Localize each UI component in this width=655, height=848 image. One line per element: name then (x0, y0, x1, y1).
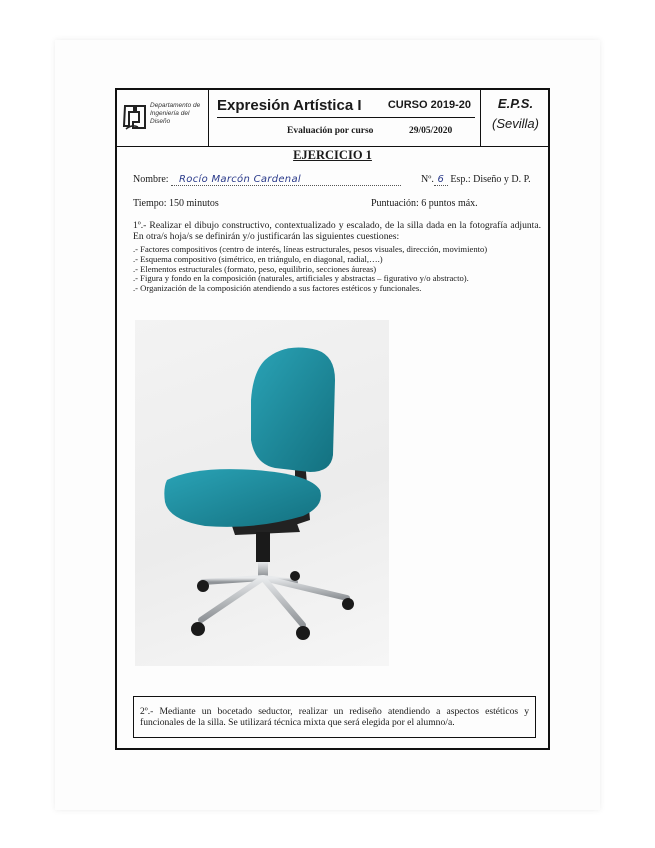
task-2-box (133, 696, 536, 738)
department-logo-box (117, 90, 209, 146)
title-box (209, 90, 481, 146)
number-label: Nº. (421, 174, 434, 185)
office-chair-illustration (135, 320, 389, 666)
subject-title: Expresión Artística I (217, 97, 362, 114)
task-2-statement: 2º.- Mediante un bocetado seductor, realizar un rediseño atendiendo a aspectos estéticos y funcionales de la silla. Se utilizará técnica mixta que será elegida por el alumno/a. (140, 706, 529, 728)
list-item: .- Factores compositivos (centro de interés, líneas estructurales, pesos visuales, dirección, movimiento) (133, 244, 488, 254)
list-item: .- Esquema compositivo (simétrico, en triángulo, en diagonal, radial,….) (133, 253, 383, 264)
list-item: .- Elementos estructurales (formato, peso, equilibrio, secciones áureas) (133, 263, 377, 274)
student-number-line (421, 174, 531, 186)
task-1-statement: 1º.- Realizar el dibujo constructivo, contextualizado y escalado, de la silla dada en la fotografía adjunta. En otra/s hoja/s se definirán y/o justificarán las siguientes cuestiones: (133, 220, 541, 242)
department-name: Departamento de Ingeniería del Diseño (150, 102, 201, 125)
exam-sheet (115, 88, 550, 750)
number-value: 6 (437, 174, 445, 185)
department-logo-icon (122, 102, 148, 132)
chair-photo (135, 320, 389, 666)
school-name: E.P.S. (497, 96, 534, 111)
school-box (481, 90, 550, 146)
exam-date: 29/05/2020 (409, 126, 453, 136)
course-label: CURSO 2019-20 (387, 99, 471, 111)
evaluation-type: Evaluación por curso (287, 126, 374, 136)
task-1-items (133, 245, 543, 294)
time-allowed: Tiempo: 150 minutos (133, 198, 219, 209)
name-label: Nombre: (133, 174, 169, 185)
exam-header (117, 90, 548, 147)
student-name-line (133, 174, 401, 186)
name-field (171, 174, 401, 186)
number-field (434, 174, 448, 186)
max-score: Puntuación: 6 puntos máx. (371, 198, 478, 209)
school-city: (Sevilla) (492, 116, 539, 131)
title-row (217, 97, 475, 118)
name-value: Rocío Marcón Cardenal (179, 174, 301, 185)
list-item: .- Figura y fondo en la composición (naturales, artificiales y abstractas – figurativo y/o abstracto). (133, 273, 469, 284)
exercise-title: EJERCICIO 1 (293, 148, 372, 162)
list-item: .- Organización de la composición atendiendo a sus factores estéticos y funcionales. (133, 283, 422, 294)
specialty: Esp.: Diseño y D. P. (450, 174, 531, 185)
